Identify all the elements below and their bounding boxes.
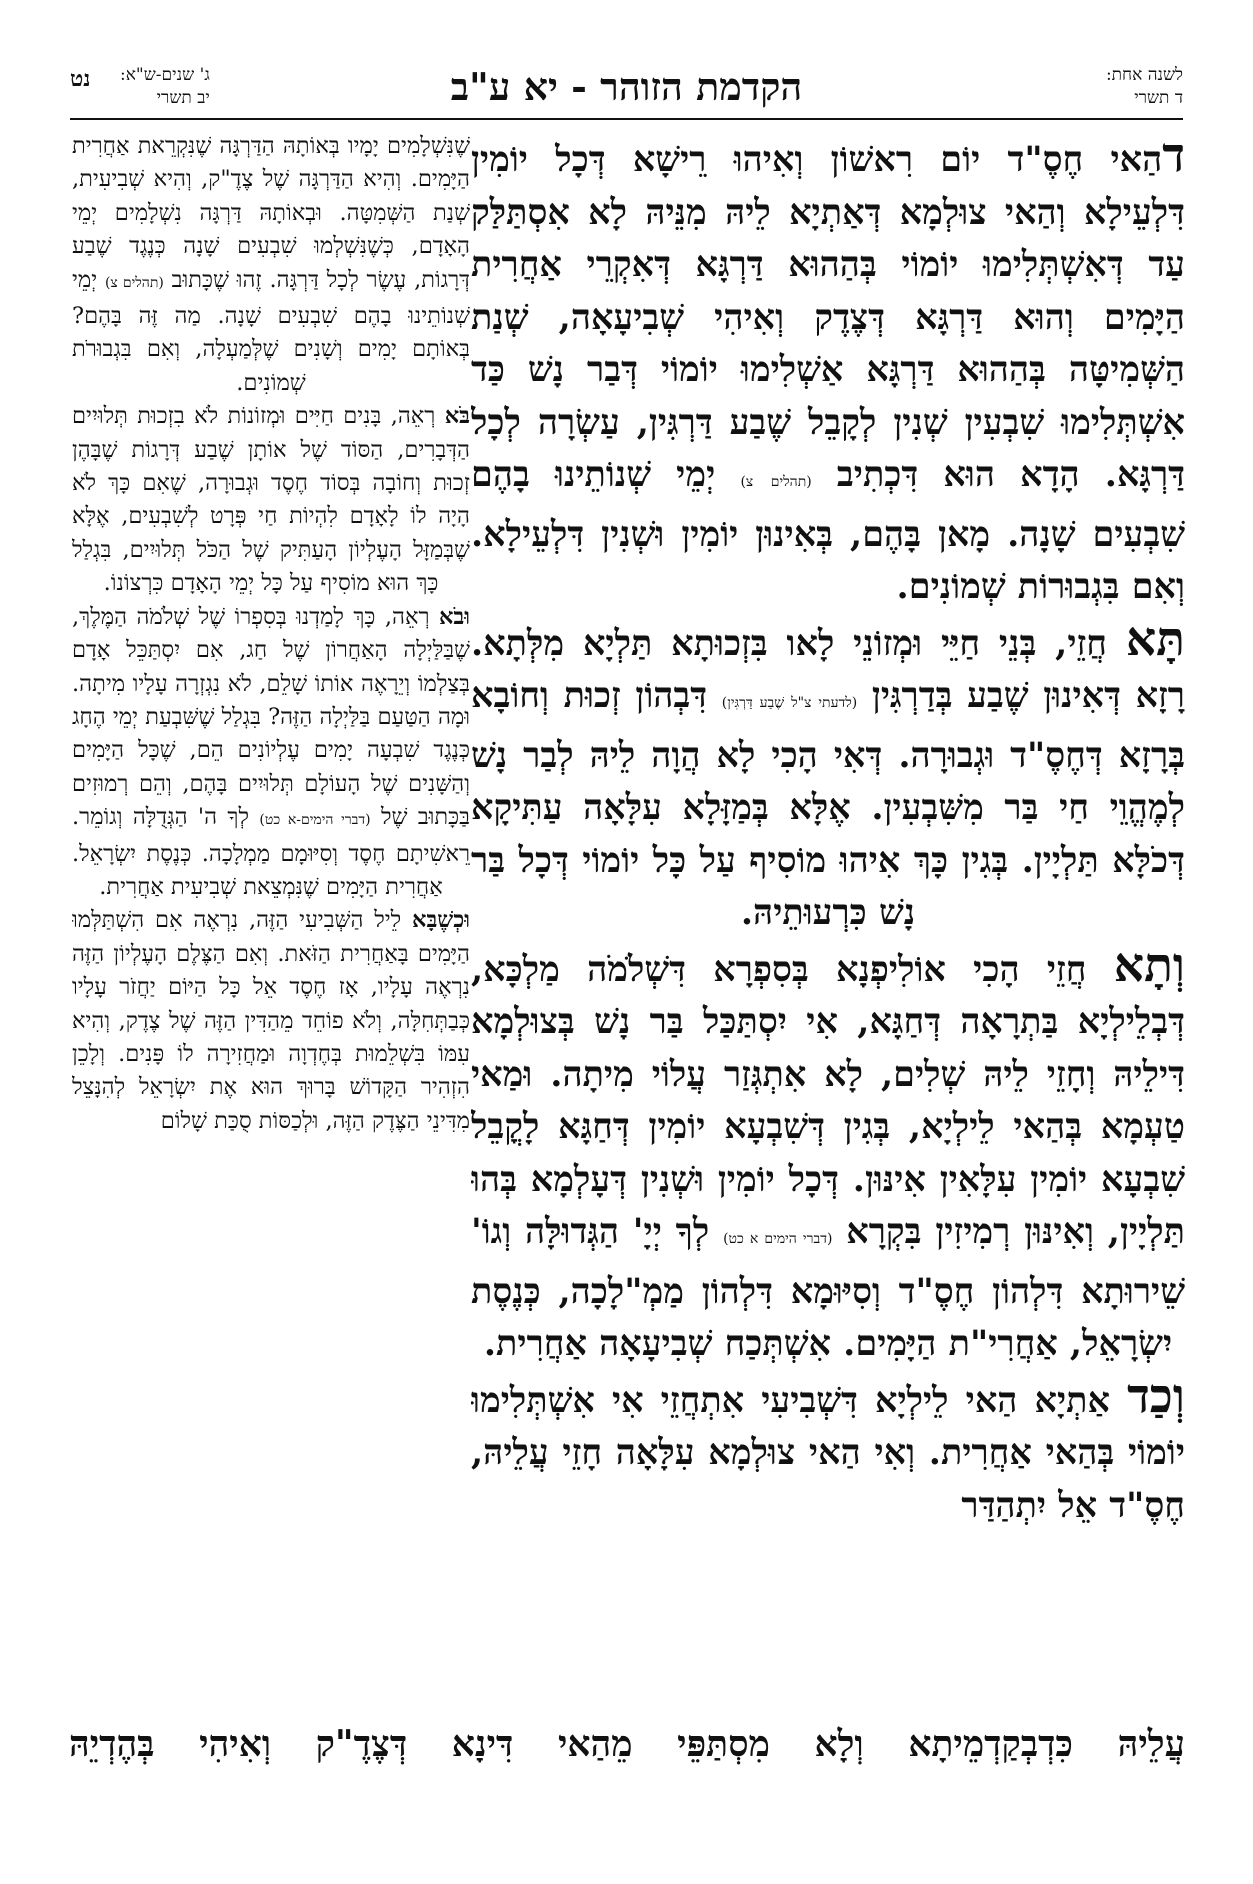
main-text: יְמֵי שְׁנוֹתֵינוּ בָהֶם שִׁבְעִים שָׁנָה. מָאן בָּהֶם, בְּאִינוּן יוֹמִין וּשְׁנִין דִּלְעֵילָא. וְאִם בִּגְבוּרוֹת שְׁמוֹנִים. [471, 454, 1185, 607]
translation-paragraph [72, 130, 470, 400]
citation: (לדעתי צ"ל שֶׁבַע דַּרְגִּין) [721, 695, 858, 711]
opening-word: ד [1162, 130, 1185, 183]
header-date-three-years: יב תשרי [156, 88, 210, 108]
main-text: חֲזֵי הָכִי אוֹלִיפְנָא בְּסִפְרָא דִּשְׁלֹמֹה מַלְכָּא, דְּבְלֵילְיָא בַּתְרָאָה דְּחַגָּא, אִי יִסְתַּכַּל בַּר נָשׁ בְּצוּלְמָא דִּילֵיהּ וְחָזֵי לֵיהּ שְׁלִים, לָא אִתְגְּזַר עֲלוֹי מִיתָה. וּמַאי טַעְמָא בְּהַאי לֵילְיָא, בְּגִין דְּשִׁבְעָא יוֹמִין דְּחַגָּא לָקֳבֵל שִׁבְעָא יוֹמִין עִלָּאִין אִינּוּן. דְּכָל יוֹמִין וּשְׁנִין דְּעָלְמָא בְּהוּ תַּלְיָין, וְאִינּוּן רְמִיזִין בִּקְרָא [471, 948, 1185, 1252]
page-title: הקדמת הזוהר - יא ע"ב [450, 64, 803, 109]
translation-text: שֶׁנִּשְׁלָמִים יָמָיו בְּאוֹתָהּ הַדַּרְגָּה שֶׁנִּקְרֵאת אַחֲרִית הַיָּמִים. וְהִיא הַדַּרְגָּה שֶׁל צֶדֶ"ק, וְהִיא שְׁבִיעִית, שְׁנַת הַשְּׁמִטָּה. וּבְאוֹתָהּ דַּרְגָּה נִשְׁלָמִים יְמֵי הָאָדָם, כְּשֶׁנִּשְׁלְמוּ שִׁבְעִים שָׁנָה כְּנֶגֶד שֶׁבַע דְּרָגוֹת, עֶשֶׂר לְכָל דַּרְגָּה. זֶהוּ שֶׁכָּתוּב [72, 133, 470, 293]
translation-text: רְאֵה, כָּךְ לָמַדְנוּ בְּסִפְרוֹ שֶׁל שְׁלֹמֹה הַמֶּלֶךְ, שֶׁבַּלַּיְלָה הָאַחֲרוֹן שֶׁל חַג, אִם יִסְתַּכֵּל אָדָם בְּצַלְמוֹ וְיֵרָאֶה אוֹתוֹ שָׁלֵם, לֹא נִגְזְרָה עָלָיו מִיתָה. וּמָה הַטַּעַם בַּלַּיְלָה הַזֶּה? בִּגְלַל שֶׁשִּׁבְעַת יְמֵי הֶחָג כְּנֶגֶד שִׁבְעָה יָמִים עֶלְיוֹנִים הֵם, שֶׁכָּל הַיָּמִים וְהַשָּׁנִים שֶׁל הָעוֹלָם תְּלוּיִים בָּהֶם, וְהֵם רְמוּזִים בַּכָּתוּב שֶׁל [72, 603, 470, 831]
citation: (תהלים צ) [104, 274, 164, 291]
citation: (דברי הימים-א כט) [259, 812, 371, 829]
translation-paragraph [72, 400, 470, 600]
translation-text: לֵיל הַשְּׁבִיעִי הַזֶּה, נִרְאֶה אִם הִשְׁתַּלְּמוּ הַיָּמִים בָּאַחֲרִית הַזֹּאת. וְאִם הַצֶּלֶם הָעֶלְיוֹן הַזֶּה נִרְאֶה עָלָיו, אָז חֶסֶד אֵל כָּל הַיּוֹם יַחֲזֹר עָלָיו כְּבַתְּחִלָּה, וְלֹא פוֹחֵד מֵהַדִּין הַזֶּה שֶׁל צֶדֶק, וְהִיא עִמּוֹ בִּשְׁלֵמוּת בְּחֶדְוָה וּמַחֲזִירָה לוֹ פָּנִים. וְלָכֵן הִזְהִיר הַקָּדוֹשׁ בָּרוּךְ הוּא אֶת יִשְׂרָאֵל לְהִנָּצֵל מִדִּינֵי הַצֶּדֶק הַזֶּה, וּלְכַסּוֹת סֻכַּת שָׁלוֹם [72, 907, 470, 1134]
main-text: לְךָ יְיָ' הַגְּדוּלָּה וְגוֹ' שֵׁירוּתָא דִּלְהוֹן חֶסֶ"ד וְסִיּוּמָא דִּלְהוֹן מַמְ"לָכָה, כְּנֶסֶת יִשְׂרָאֵל, אַחֲרִי"ת הַיָּמִים. אִשְׁתְּכַח שְׁבִיעָאָה אַחֲרִית. [471, 1211, 1185, 1364]
main-paragraph [471, 1368, 1185, 1533]
opening-word: וְתָא [1113, 937, 1185, 993]
translation-text: יְמֵי שְׁנוֹתֵינוּ בָהֶם שִׁבְעִים שָׁנָה. מַה זֶּה בָּהֶם? בְּאוֹתָם יָמִים וְשָׁנִים שֶׁלְּמַעְלָה, וְאִם בִּגְבוּרֹת שְׁמוֹנִים. [72, 266, 470, 396]
header-rule [70, 118, 1183, 120]
translation-paragraph [72, 904, 470, 1138]
main-text-column [471, 130, 1185, 1720]
opening-word: תָּא [1125, 611, 1185, 667]
main-paragraph [471, 130, 1185, 614]
citation: (דברי הימים א כט) [723, 1231, 833, 1247]
header-schedule-three-years: ג' שנים-ש"א: [120, 65, 210, 85]
header-schedule-one-year: לשנה אחת: [1105, 65, 1183, 85]
translation-text: לְךָ ה' הַגְּדֻלָּה וְגוֹמֵר. רֵאשִׁיתָם חֶסֶד וְסִיּוּמָם מַמְלָכָה. כְּנֶסֶת יִשְׂרָאֵל. אַחֲרִית הַיָּמִים שֶׁנִּמְצֵאת שְׁבִיעִית אַחֲרִית. [72, 804, 470, 900]
main-text: הַאי חֶסֶ"ד יוֹם רִאשׁוֹן וְאִיהוּ רֵישָׁא דְּכָל יוֹמִין דִּלְעֵילָא וְהַאי צוּלְמָא דְּאַתְיָא לֵיהּ מִנֵּיהּ לָא אִסְתַּלַּק עַד דְּאִשְׁתְּלִימוּ יוֹמוֹי בְּהַהוּא דַּרְגָּא דְּאִקְרֵי אַחֲרִית הַיָּמִים וְהוּא דַּרְגָּא דְּצֶדֶק וְאִיהִי שְׁבִיעָאָה, שְׁנַת הַשְּׁמִיטָּה בְּהַהוּא דַּרְגָּא אַשְׁלִימוּ יוֹמוֹי דְּבַר נָשׁ כַּד אִשְׁתְּלִימוּ שִׁבְעִין שְׁנִין לְקָבֵל שֶׁבַע דַּרְגִּין, עַשְׂרָה לְכָל דַּרְגָּא. הָדָא הוּא דִּכְתִיב [471, 139, 1185, 495]
opening-word: וּכְשֶׁבָּא [412, 907, 470, 934]
translation-paragraph [72, 601, 470, 905]
main-text: אַתְיָא הַאי לֵילְיָא דִּשְׁבִיעִי אִתְחֲזֵי אִי אִשְׁתְּלִימוּ יוֹמוֹי בְּהַאי אַחֲרִית. וְאִי הַאי צוּלְמָא עִלָּאָה חָזֵי עֲלֵיהּ, חֶסֶ"ד אֵל יִתְהַדַּר [471, 1379, 1185, 1526]
footer-line: עֲלֵיהּ כִּדְבְקַדְמֵיתָא וְלָא מִסְתַּפֵּי מֵהַאי דִּינָא דְּצֶדֶ"ק וְאִיהִי בְּהֶדְיֵהּ [69, 1723, 1185, 1765]
citation: (תהלים צ) [740, 474, 812, 490]
translation-text: רְאֵה, בָּנִים חַיִּים וּמְזוֹנוֹת לֹא בִזְכוּת תְּלוּיִים הַדְּבָרִים, הַסּוֹד שֶׁל אוֹתָן שֶׁבַע דְּרָגוֹת שֶׁבָּהֶן זְכוּת וְחוֹבָה בְּסוֹד חֶסֶד וּגְבוּרָה, שֶׁאִם כָּךְ לֹא הָיָה לוֹ לָאָדָם לִהְיוֹת חַי פְּרָט לְשִׁבְעִים, אֶלָּא שֶׁבְּמַזָּל הָעֶלְיוֹן הָעַתִּיק שֶׁל הַכֹּל תְּלוּיִים, בִּגְלַל כָּךְ הוּא מוֹסִיף עַל כָּל יְמֵי הָאָדָם כִּרְצוֹנוֹ. [72, 403, 470, 597]
header-date-one-year: ד תשרי [1134, 88, 1183, 108]
header-left [120, 64, 210, 110]
main-text: דִּבְהוֹן זְכוּת וְחוֹבָא בְּרָזָא דְּחֶסֶ"ד וּגְבוּרָה. דְּאִי הָכִי לָא הֲוָה לֵיהּ לְבַר נָשׁ לְמֶהֱוֵי חַי בַּר מִשִּׁבְעִין. אֶלָּא בְּמַזָּלָא עִלָּאָה עַתִּיקָא דְּכֹלָּא תַּלְיָין. בְּגִין כָּךְ אִיהוּ מוֹסִיף עַל כָּל יוֹמוֹי דְּכָל בַּר נָשׁ כִּרְעוּתֵיהּ. [471, 675, 1185, 933]
opening-word: וּבֹא [438, 603, 470, 630]
page-number: נט [70, 66, 91, 92]
main-text: חֲזֵי, בְּנֵי חַיֵּי וּמְזוֹנֵי לָאו בִּזְכוּתָא תַּלְיָא מִלְּתָא. רָזָא דְּאִינוּן שֶׁבַע בְּדַרְגִּין [471, 622, 1185, 716]
main-paragraph [471, 937, 1185, 1371]
opening-word: וְכַד [1127, 1368, 1185, 1424]
translation-column [72, 130, 470, 1720]
main-paragraph [471, 611, 1185, 940]
opening-word: בֹּא [444, 403, 470, 430]
page-header [70, 58, 1183, 118]
